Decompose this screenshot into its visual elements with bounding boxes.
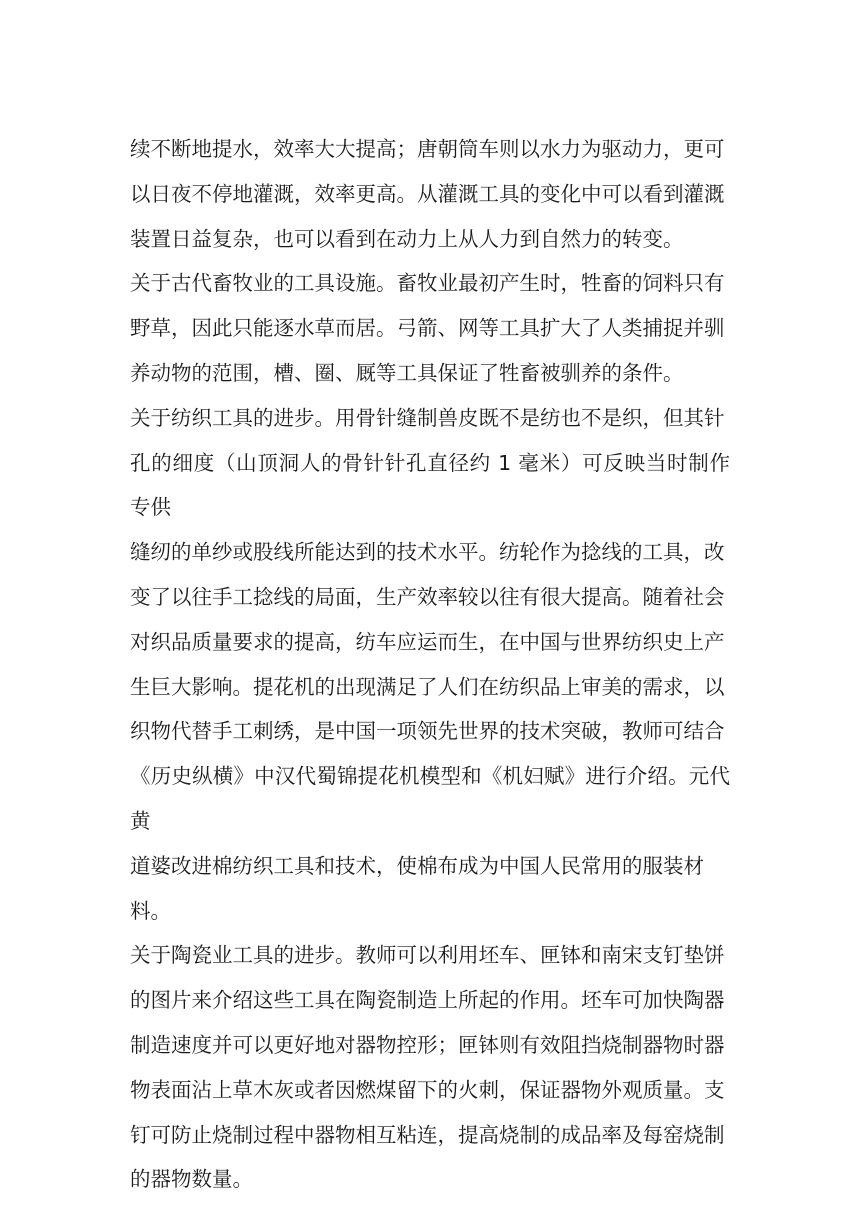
- paragraph-ceramics-tools: 关于陶瓷业工具的进步。教师可以利用坯车、匣钵和南宋支钉垫饼 的图片来介绍这些工具在陶瓷制造上所起的作用。坯车可加快陶器 制造速度并可以更好地对器物控形；匣钵则有效阻挡烧制器物时器 物表面沾上草木灰或者因燃煤留下的火刺，保证器物外观质量。支 钉可防止烧制过程中器物相互粘连，提高烧制的成品率及每窑烧制 的器物数量。: [130, 943, 725, 1192]
- paragraph-textile-tools: 关于纺织工具的进步。用骨针缝制兽皮既不是纺也不是织，但其针 孔的细度（山顶洞人的骨针针孔直径约 1 毫米）可反映当时制作专供 缝纫的单纱或股线所能达到的技术水平。纺轮作为捻线的工具，改 变了以往手工捻线的局面，生产效率较以往有很大提高。随着社会 对织品质量要求的提高，纺车应运而生，在中国与世界纺织史上产 生巨大影响。提花机的出现满足了人们在纺织品上审美的需求，以 织物代替手工刺绣，是中国一项领先世界的技术突破，教师可结合 《历史纵横》中汉代蜀锦提花机模型和《机妇赋》进行介绍。元代黄 道婆改进棉纺织工具和技术，使棉布成为中国人民常用的服装材 料。: [130, 405, 730, 923]
- paragraph-animal-husbandry: 关于古代畜牧业的工具设施。畜牧业最初产生时，牲畜的饲料只有 野草，因此只能逐水草而居。弓箭、网等工具扩大了人类捕捉并驯 养动物的范围，槽、圈、厩等工具保证了牲畜被驯养的条件。: [130, 271, 725, 385]
- paragraph-irrigation-tools: 续不断地提水，效率大大提高；唐朝筒车则以水力为驱动力，更可 以日夜不停地灌溉，效率更高。从灌溉工具的变化中可以看到灌溉 装置日益复杂，也可以看到在动力上从人力到自然力的转变。: [130, 137, 725, 251]
- body-text: [130, 127, 730, 1202]
